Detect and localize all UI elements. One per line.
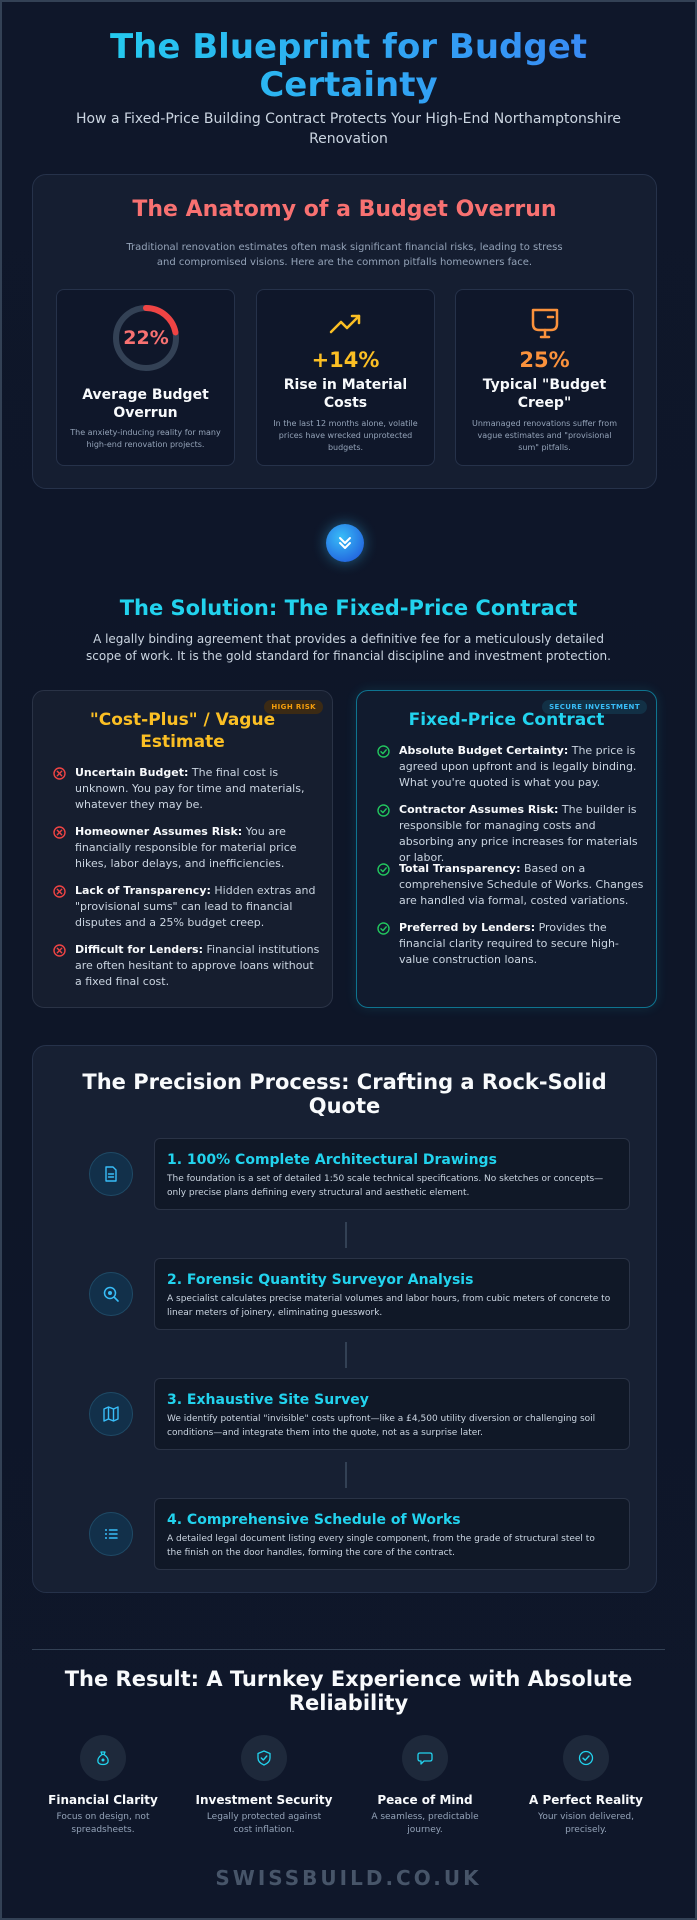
chat-bubble-icon (402, 1735, 448, 1781)
precision-process-section (32, 1045, 657, 1593)
stat-value: 22% (123, 327, 169, 349)
step-description: The foundation is a set of detailed 1:50 scale technical specifications. No sketches or concepts—only precise plans defining every structural and aesthetic element. (167, 1174, 604, 1198)
benefit-point: Total Transparency: Based on a comprehensive Schedule of Works. Changes are handled via formal, costed variations. (377, 861, 644, 909)
stat-note: Unmanaged renovations suffer from vague estimates and "provisional sum" pitfalls. (471, 419, 617, 452)
step-title: 3. Exhaustive Site Survey (167, 1392, 369, 1408)
check-circle-icon (377, 745, 390, 758)
check-circle-icon (563, 1735, 609, 1781)
risk-point: Homeowner Assumes Risk: You are financially responsible for material price hikes, labor delays, and inefficiencies. (53, 824, 320, 872)
page-title: The Blueprint for Budget Certainty (42, 28, 655, 104)
section-title: The Anatomy of a Budget Overrun (132, 197, 557, 222)
x-circle-icon (53, 767, 66, 780)
stat-label: Typical "Budget Creep" (482, 377, 607, 411)
step-description: We identify potential "invisible" costs upfront—like a £4,500 utility diversion or challenging soil conditions—and integrate them into the quote, not as a surprise later. (167, 1414, 596, 1438)
step-title: 1. 100% Complete Architectural Drawings (167, 1152, 497, 1168)
section-divider (32, 1649, 665, 1650)
map-icon (89, 1392, 133, 1436)
double-chevron-down-icon (336, 534, 354, 552)
cost-plus-card (32, 690, 333, 1008)
solution-description: A legally binding agreement that provides a definitive fee for a meticulously detailed scope of work. It is the gold standard for financial discipline and investment protection. (86, 632, 611, 663)
stat-note: The anxiety-inducing reality for many high-end renovation projects. (70, 428, 221, 449)
stat-note: In the last 12 months alone, volatile prices have wrecked unprotected budgets. (273, 419, 418, 452)
footer-brand: SWISSBUILD.CO.UK (215, 1866, 482, 1890)
process-step (154, 1498, 630, 1570)
risk-point: Difficult for Lenders: Financial institutions are often hesitant to approve loans without a fixed final cost. (53, 942, 320, 990)
step-connector (345, 1462, 347, 1488)
shield-check-icon (241, 1735, 287, 1781)
result-title: The Result: A Turnkey Experience with Absolute Reliability (64, 1667, 633, 1715)
risk-point: Lack of Transparency: Hidden extras and "provisional sums" can lead to financial disputes and a 25% budget creep. (53, 883, 320, 931)
budget-overrun-section (32, 174, 657, 489)
money-bag-icon (80, 1735, 126, 1781)
process-step (154, 1258, 630, 1330)
step-title: 2. Forensic Quantity Surveyor Analysis (167, 1272, 474, 1288)
benefit-point: Contractor Assumes Risk: The builder is responsible for managing costs and absorbing any price increases for materials or labor. (377, 802, 644, 866)
step-title: 4. Comprehensive Schedule of Works (167, 1512, 461, 1528)
risk-point: Uncertain Budget: The final cost is unknown. You pay for time and materials, whatever they may be. (53, 765, 320, 813)
x-circle-icon (53, 944, 66, 957)
benefit-point: Absolute Budget Certainty: The price is agreed upon upfront and is legally binding. What you're quoted is what you pay. (377, 743, 644, 791)
step-connector (345, 1342, 347, 1368)
stat-value: 25% (519, 348, 570, 372)
result-item-investment-security: Investment Security Legally protected against cost inflation. (194, 1735, 334, 1837)
section-title: The Precision Process: Crafting a Rock-Solid Quote (82, 1070, 607, 1118)
x-circle-icon (53, 826, 66, 839)
stat-card-material-costs (256, 289, 435, 466)
card-title: Fixed-Price Contract (408, 710, 605, 730)
step-connector (345, 1222, 347, 1248)
x-circle-icon (53, 885, 66, 898)
step-description: A specialist calculates precise material volumes and labor hours, from cubic meters of concrete to linear meters of joinery, eliminating guesswork. (167, 1294, 611, 1318)
list-icon (89, 1512, 133, 1556)
page-subtitle: How a Fixed-Price Building Contract Protects Your High-End Northamptonshire Renovation (75, 111, 622, 147)
result-item-perfect-reality: A Perfect Reality Your vision delivered, precisely. (516, 1735, 656, 1837)
process-step (154, 1378, 630, 1450)
result-item-financial-clarity: Financial Clarity Focus on design, not spreadsheets. (33, 1735, 173, 1837)
stat-card-overrun (56, 289, 235, 466)
check-circle-icon (377, 922, 390, 935)
benefit-point: Preferred by Lenders: Provides the financial clarity required to secure high-value construction loans. (377, 920, 644, 968)
high-risk-badge: HIGH RISK (264, 700, 323, 714)
check-circle-icon (377, 804, 390, 817)
scroll-down-button[interactable] (326, 524, 364, 562)
bucket-icon (526, 306, 564, 340)
stat-label: Average Budget Overrun (82, 387, 209, 421)
document-icon (89, 1152, 133, 1196)
stat-label: Rise in Material Costs (283, 377, 408, 411)
section-description: Traditional renovation estimates often mask significant financial risks, leading to stress and compromised visions. Here are the common pitfalls homeowners face. (126, 242, 563, 268)
card-title: "Cost-Plus" / Vague Estimate (89, 710, 276, 752)
magnifier-icon (89, 1272, 133, 1316)
step-description: A detailed legal document listing every single component, from the grade of structural steel to the finish on the door handles, forming the core of the contract. (167, 1534, 595, 1558)
stat-value: +14% (311, 348, 380, 372)
check-circle-icon (377, 863, 390, 876)
secure-investment-badge: SECURE INVESTMENT (542, 700, 647, 714)
process-step (154, 1138, 630, 1210)
fixed-price-card (356, 690, 657, 1008)
trending-up-icon (327, 306, 365, 340)
result-item-peace-of-mind: Peace of Mind A seamless, predictable journey. (355, 1735, 495, 1837)
stat-card-budget-creep (455, 289, 634, 466)
solution-title: The Solution: The Fixed-Price Contract (119, 596, 578, 620)
